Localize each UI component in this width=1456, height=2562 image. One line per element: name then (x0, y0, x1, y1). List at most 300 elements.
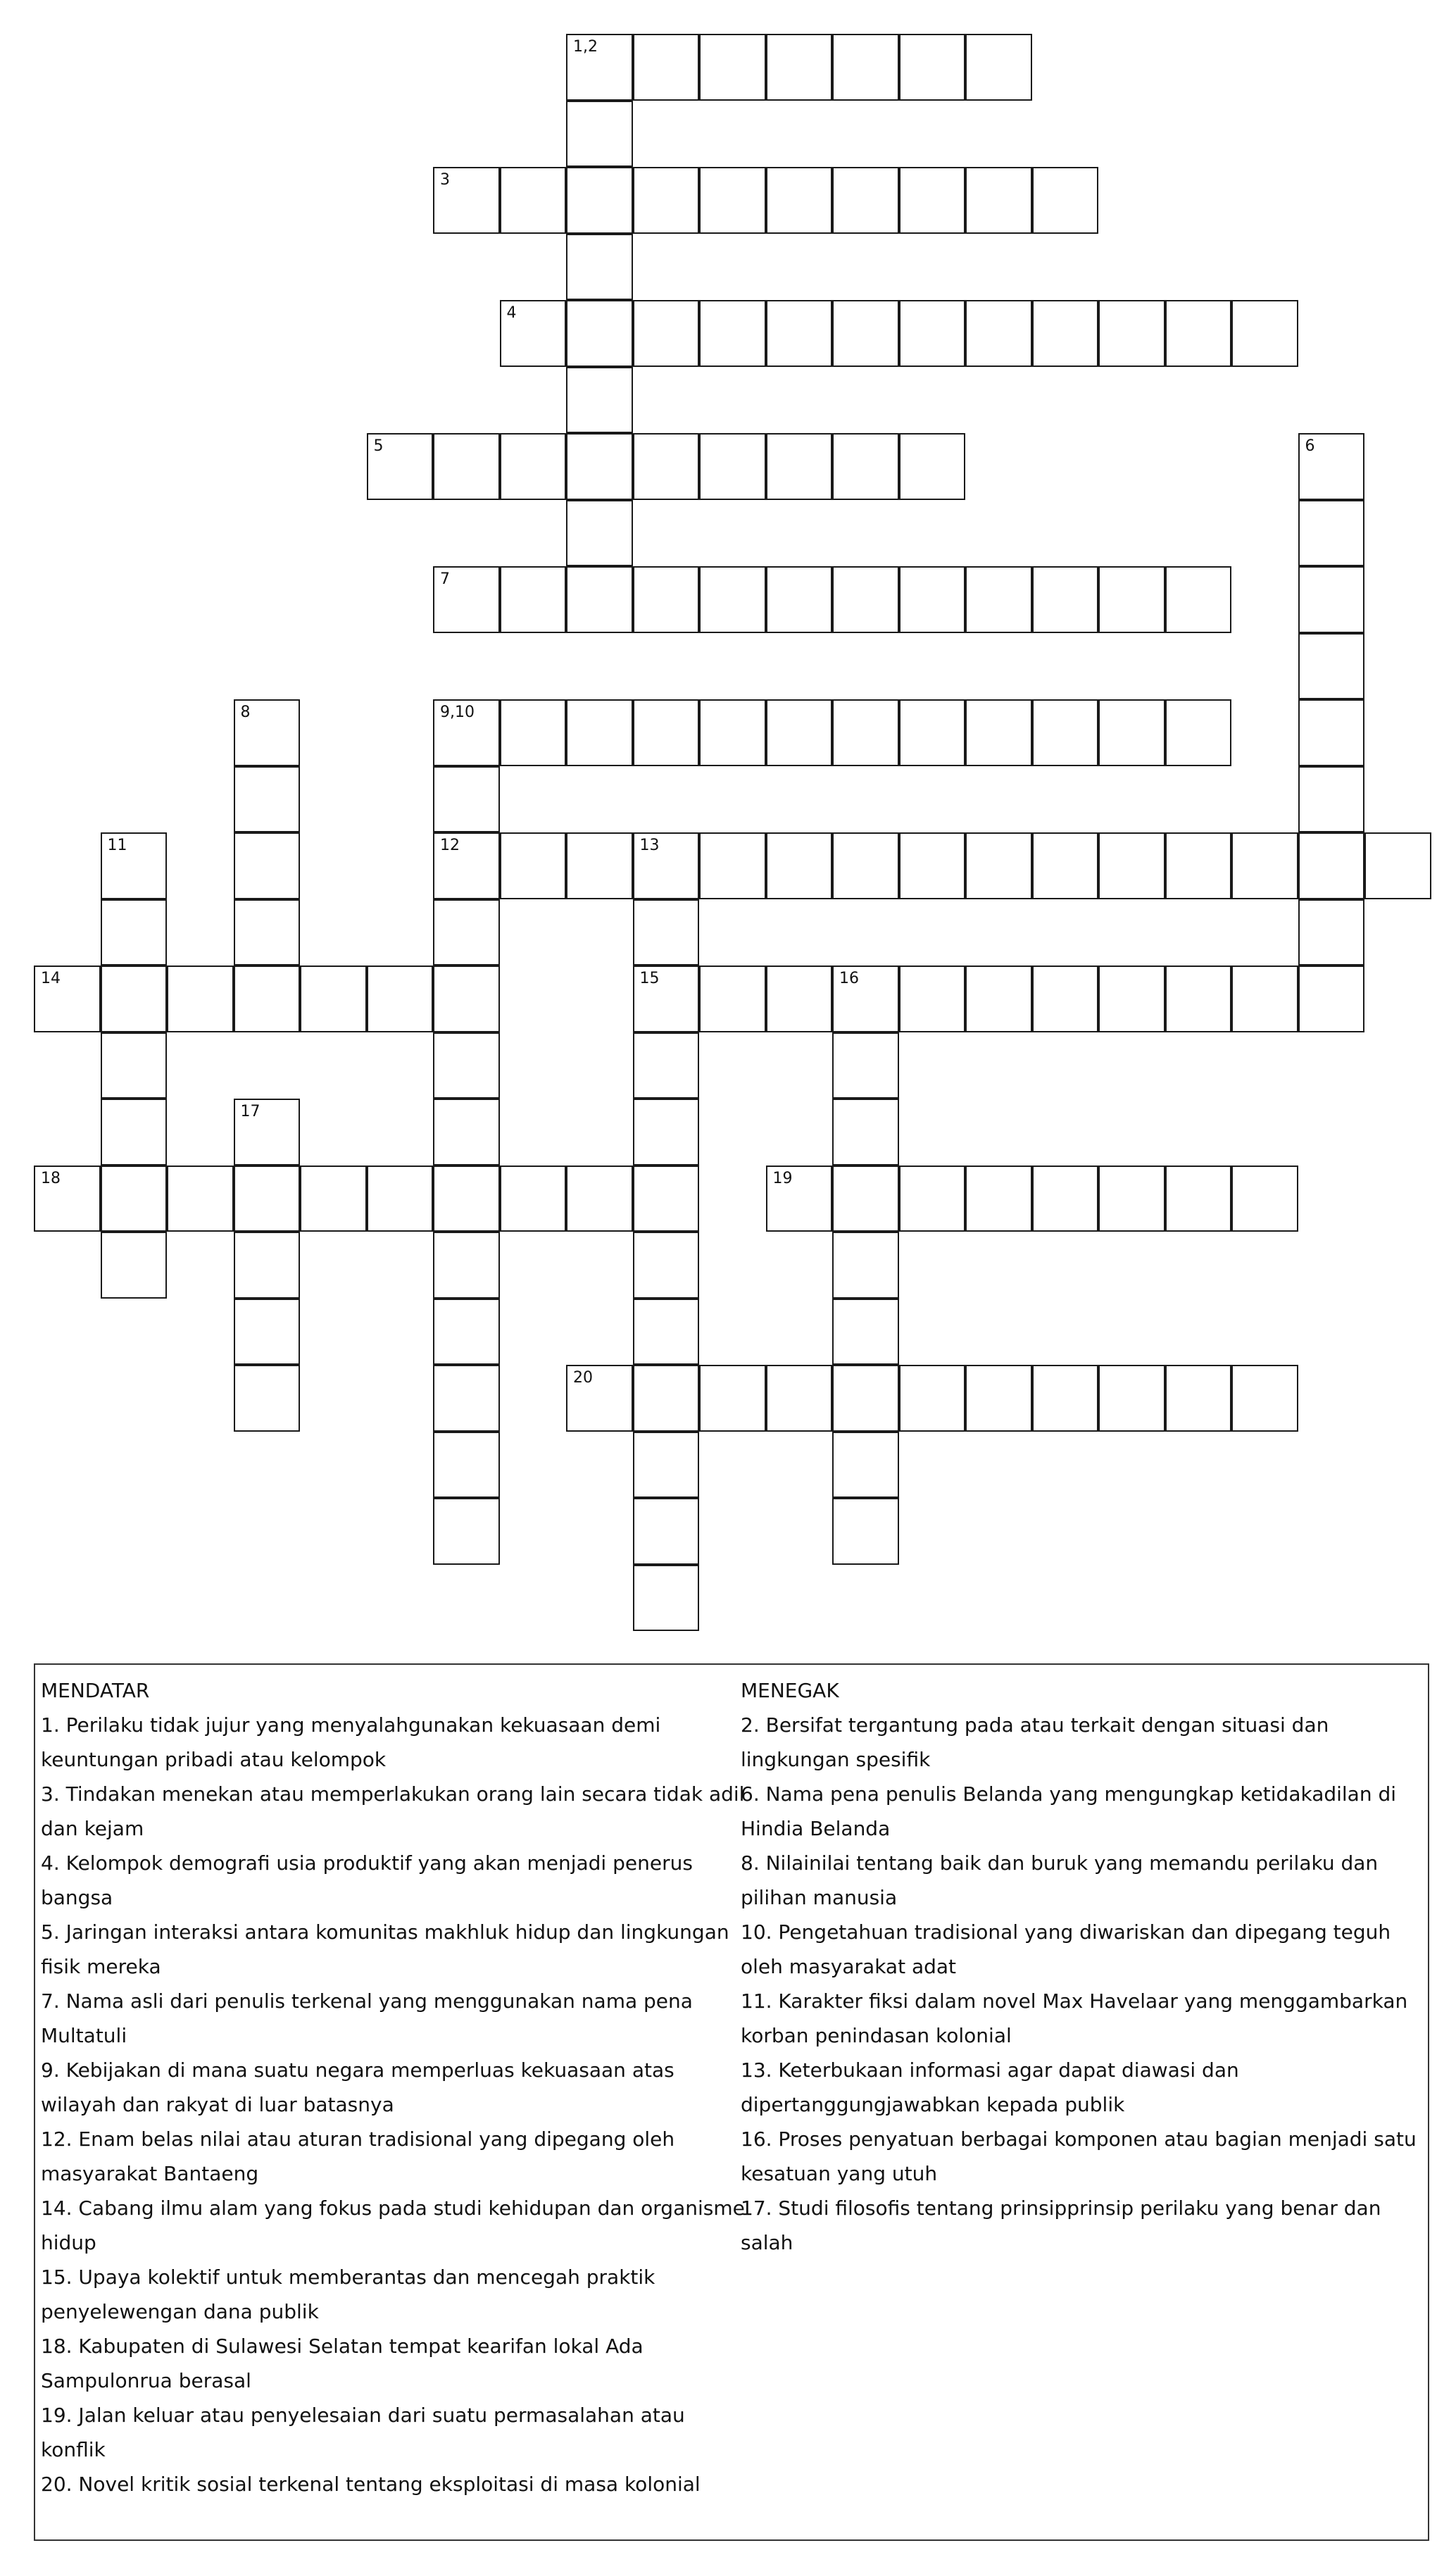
cell-letter-input[interactable] (634, 301, 698, 365)
cell-letter-input[interactable] (1100, 568, 1164, 632)
cell-letter-input[interactable] (634, 168, 698, 232)
crossword-cell[interactable] (633, 1166, 700, 1232)
crossword-cell[interactable] (633, 899, 700, 966)
cell-letter-input[interactable] (1034, 967, 1098, 1031)
cell-letter-input[interactable] (834, 834, 898, 898)
cell-letter-input[interactable] (1034, 301, 1098, 365)
crossword-cell[interactable] (433, 699, 500, 766)
crossword-cell[interactable] (433, 1099, 500, 1166)
cell-letter-input[interactable] (767, 301, 831, 365)
crossword-cell[interactable] (566, 367, 633, 434)
cell-letter-input[interactable] (434, 834, 498, 898)
crossword-cell[interactable] (965, 1166, 1032, 1232)
cell-letter-input[interactable] (501, 435, 565, 499)
cell-letter-input[interactable] (567, 501, 632, 565)
cell-letter-input[interactable] (701, 35, 765, 99)
cell-letter-input[interactable] (1233, 834, 1297, 898)
cell-letter-input[interactable] (900, 834, 965, 898)
crossword-cell[interactable] (433, 1299, 500, 1366)
cell-letter-input[interactable] (701, 168, 765, 232)
crossword-cell[interactable] (699, 566, 766, 633)
crossword-cell[interactable] (433, 1232, 500, 1299)
crossword-cell[interactable] (1231, 832, 1298, 899)
crossword-cell[interactable] (832, 1299, 899, 1366)
cell-letter-input[interactable] (434, 1433, 498, 1497)
cell-letter-input[interactable] (35, 967, 99, 1031)
crossword-cell[interactable] (566, 234, 633, 301)
crossword-cell[interactable] (566, 167, 633, 234)
cell-letter-input[interactable] (834, 1366, 898, 1430)
cell-letter-input[interactable] (634, 1233, 698, 1297)
crossword-cell[interactable] (1032, 832, 1099, 899)
cell-letter-input[interactable] (102, 1233, 166, 1297)
cell-letter-input[interactable] (567, 1167, 632, 1231)
crossword-cell[interactable] (766, 566, 833, 633)
cell-letter-input[interactable] (1034, 1167, 1098, 1231)
cell-letter-input[interactable] (834, 1167, 898, 1231)
cell-letter-input[interactable] (1233, 301, 1297, 365)
cell-letter-input[interactable] (967, 1167, 1031, 1231)
crossword-cell[interactable] (1032, 300, 1099, 367)
cell-letter-input[interactable] (1300, 568, 1364, 632)
crossword-cell[interactable] (832, 34, 899, 101)
cell-letter-input[interactable] (834, 435, 898, 499)
cell-letter-input[interactable] (235, 1167, 299, 1231)
cell-letter-input[interactable] (1167, 1366, 1231, 1430)
cell-letter-input[interactable] (102, 1034, 166, 1098)
crossword-cell[interactable] (234, 1099, 301, 1166)
crossword-cell[interactable] (433, 167, 500, 234)
cell-letter-input[interactable] (434, 1100, 498, 1164)
crossword-cell[interactable] (300, 1166, 367, 1232)
crossword-cell[interactable] (766, 1166, 833, 1232)
crossword-cell[interactable] (899, 433, 966, 500)
crossword-cell[interactable] (766, 966, 833, 1032)
crossword-cell[interactable] (101, 1232, 168, 1299)
crossword-cell[interactable] (566, 832, 633, 899)
cell-letter-input[interactable] (567, 102, 632, 166)
crossword-cell[interactable] (899, 832, 966, 899)
cell-letter-input[interactable] (834, 35, 898, 99)
cell-letter-input[interactable] (1167, 967, 1231, 1031)
cell-letter-input[interactable] (434, 435, 498, 499)
cell-letter-input[interactable] (434, 768, 498, 832)
cell-letter-input[interactable] (567, 1366, 632, 1430)
crossword-cell[interactable] (633, 1365, 700, 1432)
crossword-cell[interactable] (433, 1432, 500, 1499)
cell-letter-input[interactable] (1100, 301, 1164, 365)
cell-letter-input[interactable] (900, 435, 965, 499)
crossword-cell[interactable] (633, 1432, 700, 1499)
crossword-cell[interactable] (433, 433, 500, 500)
cell-letter-input[interactable] (967, 1366, 1031, 1430)
crossword-cell[interactable] (34, 1166, 101, 1232)
cell-letter-input[interactable] (834, 1300, 898, 1364)
cell-letter-input[interactable] (767, 1366, 831, 1430)
crossword-cell[interactable] (101, 1032, 168, 1099)
crossword-cell[interactable] (832, 966, 899, 1032)
crossword-cell[interactable] (1098, 566, 1165, 633)
cell-letter-input[interactable] (301, 1167, 365, 1231)
cell-letter-input[interactable] (1100, 1366, 1164, 1430)
cell-letter-input[interactable] (1034, 168, 1098, 232)
crossword-cell[interactable] (101, 1166, 168, 1232)
cell-letter-input[interactable] (102, 967, 166, 1031)
cell-letter-input[interactable] (434, 701, 498, 765)
crossword-cell[interactable] (832, 832, 899, 899)
crossword-cell[interactable] (699, 300, 766, 367)
crossword-cell[interactable] (1098, 1365, 1165, 1432)
cell-letter-input[interactable] (967, 301, 1031, 365)
cell-letter-input[interactable] (501, 1167, 565, 1231)
crossword-cell[interactable] (633, 1498, 700, 1565)
crossword-cell[interactable] (1298, 899, 1365, 966)
cell-letter-input[interactable] (900, 168, 965, 232)
crossword-cell[interactable] (167, 1166, 234, 1232)
cell-letter-input[interactable] (501, 301, 565, 365)
cell-letter-input[interactable] (434, 1233, 498, 1297)
cell-letter-input[interactable] (235, 1100, 299, 1164)
cell-letter-input[interactable] (235, 1300, 299, 1364)
cell-letter-input[interactable] (301, 967, 365, 1031)
cell-letter-input[interactable] (1100, 1167, 1164, 1231)
crossword-cell[interactable] (500, 832, 567, 899)
crossword-cell[interactable] (566, 34, 633, 101)
cell-letter-input[interactable] (834, 1100, 898, 1164)
cell-letter-input[interactable] (967, 35, 1031, 99)
crossword-cell[interactable] (566, 101, 633, 168)
crossword-cell[interactable] (566, 566, 633, 633)
crossword-cell[interactable] (1165, 1166, 1232, 1232)
crossword-cell[interactable] (101, 966, 168, 1032)
crossword-cell[interactable] (899, 34, 966, 101)
cell-letter-input[interactable] (967, 967, 1031, 1031)
cell-letter-input[interactable] (1167, 1167, 1231, 1231)
cell-letter-input[interactable] (701, 301, 765, 365)
crossword-cell[interactable] (367, 433, 434, 500)
crossword-cell[interactable] (566, 433, 633, 500)
crossword-cell[interactable] (1231, 966, 1298, 1032)
crossword-cell[interactable] (433, 1365, 500, 1432)
cell-letter-input[interactable] (900, 1167, 965, 1231)
crossword-cell[interactable] (1098, 1166, 1165, 1232)
crossword-cell[interactable] (899, 1365, 966, 1432)
crossword-cell[interactable] (633, 300, 700, 367)
cell-letter-input[interactable] (102, 901, 166, 965)
cell-letter-input[interactable] (102, 1100, 166, 1164)
crossword-cell[interactable] (234, 899, 301, 966)
crossword-cell[interactable] (899, 566, 966, 633)
crossword-cell[interactable] (1032, 1365, 1099, 1432)
crossword-cell[interactable] (167, 966, 234, 1032)
cell-letter-input[interactable] (834, 1499, 898, 1563)
cell-letter-input[interactable] (102, 1167, 166, 1231)
cell-letter-input[interactable] (967, 834, 1031, 898)
cell-letter-input[interactable] (235, 967, 299, 1031)
cell-letter-input[interactable] (634, 568, 698, 632)
crossword-cell[interactable] (1298, 966, 1365, 1032)
cell-letter-input[interactable] (567, 35, 632, 99)
crossword-cell[interactable] (1165, 966, 1232, 1032)
crossword-cell[interactable] (1032, 1166, 1099, 1232)
crossword-cell[interactable] (566, 1365, 633, 1432)
cell-letter-input[interactable] (1167, 701, 1231, 765)
cell-letter-input[interactable] (1233, 1366, 1297, 1430)
crossword-cell[interactable] (234, 1365, 301, 1432)
crossword-cell[interactable] (633, 1299, 700, 1366)
crossword-cell[interactable] (633, 699, 700, 766)
crossword-cell[interactable] (234, 1299, 301, 1366)
cell-letter-input[interactable] (567, 568, 632, 632)
crossword-cell[interactable] (766, 1365, 833, 1432)
cell-letter-input[interactable] (634, 701, 698, 765)
crossword-cell[interactable] (699, 167, 766, 234)
crossword-cell[interactable] (433, 1498, 500, 1565)
crossword-cell[interactable] (899, 300, 966, 367)
crossword-cell[interactable] (566, 300, 633, 367)
crossword-cell[interactable] (965, 832, 1032, 899)
cell-letter-input[interactable] (1034, 1366, 1098, 1430)
crossword-cell[interactable] (832, 1365, 899, 1432)
cell-letter-input[interactable] (834, 967, 898, 1031)
cell-letter-input[interactable] (501, 568, 565, 632)
crossword-cell[interactable] (500, 167, 567, 234)
cell-letter-input[interactable] (1300, 967, 1364, 1031)
cell-letter-input[interactable] (35, 1167, 99, 1231)
cell-letter-input[interactable] (1034, 701, 1098, 765)
cell-letter-input[interactable] (634, 1433, 698, 1497)
crossword-cell[interactable] (633, 966, 700, 1032)
crossword-cell[interactable] (965, 300, 1032, 367)
crossword-cell[interactable] (832, 566, 899, 633)
crossword-cell[interactable] (965, 34, 1032, 101)
crossword-cell[interactable] (899, 966, 966, 1032)
crossword-cell[interactable] (433, 966, 500, 1032)
cell-letter-input[interactable] (434, 168, 498, 232)
cell-letter-input[interactable] (1233, 967, 1297, 1031)
crossword-cell[interactable] (832, 1032, 899, 1099)
cell-letter-input[interactable] (634, 1300, 698, 1364)
cell-letter-input[interactable] (767, 1167, 831, 1231)
cell-letter-input[interactable] (1034, 568, 1098, 632)
cell-letter-input[interactable] (900, 568, 965, 632)
cell-letter-input[interactable] (1100, 701, 1164, 765)
crossword-cell[interactable] (500, 699, 567, 766)
crossword-cell[interactable] (699, 34, 766, 101)
cell-letter-input[interactable] (235, 701, 299, 765)
cell-letter-input[interactable] (900, 35, 965, 99)
cell-letter-input[interactable] (900, 301, 965, 365)
crossword-cell[interactable] (234, 832, 301, 899)
crossword-cell[interactable] (433, 832, 500, 899)
cell-letter-input[interactable] (834, 301, 898, 365)
crossword-cell[interactable] (500, 300, 567, 367)
crossword-cell[interactable] (300, 966, 367, 1032)
crossword-cell[interactable] (633, 1565, 700, 1632)
cell-letter-input[interactable] (1034, 834, 1098, 898)
cell-letter-input[interactable] (1300, 901, 1364, 965)
crossword-cell[interactable] (832, 300, 899, 367)
cell-letter-input[interactable] (767, 701, 831, 765)
crossword-cell[interactable] (1231, 1166, 1298, 1232)
cell-letter-input[interactable] (501, 834, 565, 898)
cell-letter-input[interactable] (1100, 834, 1164, 898)
crossword-cell[interactable] (633, 167, 700, 234)
cell-letter-input[interactable] (634, 1366, 698, 1430)
cell-letter-input[interactable] (967, 568, 1031, 632)
cell-letter-input[interactable] (834, 168, 898, 232)
cell-letter-input[interactable] (834, 1034, 898, 1098)
crossword-cell[interactable] (1032, 167, 1099, 234)
crossword-cell[interactable] (433, 899, 500, 966)
crossword-cell[interactable] (500, 1166, 567, 1232)
cell-letter-input[interactable] (767, 967, 831, 1031)
crossword-cell[interactable] (1098, 966, 1165, 1032)
crossword-cell[interactable] (766, 433, 833, 500)
crossword-cell[interactable] (832, 1498, 899, 1565)
cell-letter-input[interactable] (434, 568, 498, 632)
crossword-cell[interactable] (234, 966, 301, 1032)
crossword-cell[interactable] (766, 300, 833, 367)
crossword-cell[interactable] (1298, 500, 1365, 567)
crossword-cell[interactable] (699, 966, 766, 1032)
cell-letter-input[interactable] (168, 967, 232, 1031)
cell-letter-input[interactable] (1167, 834, 1231, 898)
cell-letter-input[interactable] (235, 768, 299, 832)
cell-letter-input[interactable] (900, 701, 965, 765)
crossword-cell[interactable] (433, 566, 500, 633)
cell-letter-input[interactable] (1300, 834, 1364, 898)
cell-letter-input[interactable] (368, 967, 432, 1031)
crossword-cell[interactable] (500, 433, 567, 500)
cell-letter-input[interactable] (434, 1034, 498, 1098)
crossword-cell[interactable] (1298, 433, 1365, 500)
crossword-cell[interactable] (1032, 566, 1099, 633)
crossword-cell[interactable] (832, 1166, 899, 1232)
crossword-cell[interactable] (234, 766, 301, 833)
cell-letter-input[interactable] (434, 1167, 498, 1231)
cell-letter-input[interactable] (1167, 301, 1231, 365)
crossword-cell[interactable] (965, 167, 1032, 234)
cell-letter-input[interactable] (567, 301, 632, 365)
crossword-cell[interactable] (234, 699, 301, 766)
cell-letter-input[interactable] (967, 168, 1031, 232)
crossword-cell[interactable] (1298, 766, 1365, 833)
cell-letter-input[interactable] (567, 435, 632, 499)
crossword-cell[interactable] (899, 167, 966, 234)
crossword-cell[interactable] (566, 500, 633, 567)
crossword-cell[interactable] (633, 1099, 700, 1166)
cell-letter-input[interactable] (1300, 701, 1364, 765)
cell-letter-input[interactable] (434, 901, 498, 965)
cell-letter-input[interactable] (834, 1433, 898, 1497)
cell-letter-input[interactable] (900, 1366, 965, 1430)
crossword-cell[interactable] (965, 699, 1032, 766)
crossword-cell[interactable] (633, 1232, 700, 1299)
cell-letter-input[interactable] (634, 1100, 698, 1164)
cell-letter-input[interactable] (567, 168, 632, 232)
crossword-cell[interactable] (1298, 633, 1365, 700)
cell-letter-input[interactable] (434, 967, 498, 1031)
crossword-cell[interactable] (234, 1232, 301, 1299)
cell-letter-input[interactable] (168, 1167, 232, 1231)
crossword-cell[interactable] (433, 1032, 500, 1099)
cell-letter-input[interactable] (1300, 501, 1364, 565)
cell-letter-input[interactable] (1233, 1167, 1297, 1231)
crossword-cell[interactable] (234, 1166, 301, 1232)
cell-letter-input[interactable] (634, 901, 698, 965)
crossword-cell[interactable] (1298, 566, 1365, 633)
crossword-cell[interactable] (367, 1166, 434, 1232)
cell-letter-input[interactable] (1100, 967, 1164, 1031)
cell-letter-input[interactable] (235, 834, 299, 898)
crossword-cell[interactable] (433, 1166, 500, 1232)
crossword-cell[interactable] (699, 1365, 766, 1432)
cell-letter-input[interactable] (567, 235, 632, 299)
cell-letter-input[interactable] (235, 901, 299, 965)
crossword-cell[interactable] (766, 832, 833, 899)
cell-letter-input[interactable] (434, 1499, 498, 1563)
crossword-cell[interactable] (1098, 699, 1165, 766)
cell-letter-input[interactable] (767, 568, 831, 632)
crossword-cell[interactable] (633, 1032, 700, 1099)
cell-letter-input[interactable] (634, 1566, 698, 1630)
crossword-cell[interactable] (1231, 300, 1298, 367)
crossword-cell[interactable] (1231, 1365, 1298, 1432)
cell-letter-input[interactable] (701, 701, 765, 765)
crossword-cell[interactable] (766, 167, 833, 234)
cell-letter-input[interactable] (567, 701, 632, 765)
cell-letter-input[interactable] (235, 1366, 299, 1430)
crossword-cell[interactable] (899, 1166, 966, 1232)
crossword-cell[interactable] (1298, 832, 1365, 899)
cell-letter-input[interactable] (368, 1167, 432, 1231)
crossword-cell[interactable] (566, 699, 633, 766)
crossword-cell[interactable] (101, 1099, 168, 1166)
cell-letter-input[interactable] (1167, 568, 1231, 632)
cell-letter-input[interactable] (701, 568, 765, 632)
cell-letter-input[interactable] (767, 168, 831, 232)
cell-letter-input[interactable] (701, 435, 765, 499)
crossword-cell[interactable] (766, 699, 833, 766)
crossword-cell[interactable] (101, 832, 168, 899)
cell-letter-input[interactable] (567, 834, 632, 898)
cell-letter-input[interactable] (102, 834, 166, 898)
cell-letter-input[interactable] (701, 834, 765, 898)
crossword-cell[interactable] (965, 566, 1032, 633)
crossword-cell[interactable] (633, 832, 700, 899)
cell-letter-input[interactable] (368, 435, 432, 499)
crossword-cell[interactable] (832, 167, 899, 234)
crossword-cell[interactable] (832, 1232, 899, 1299)
crossword-cell[interactable] (1165, 1365, 1232, 1432)
crossword-cell[interactable] (1165, 566, 1232, 633)
crossword-cell[interactable] (1032, 966, 1099, 1032)
crossword-cell[interactable] (433, 766, 500, 833)
crossword-cell[interactable] (899, 699, 966, 766)
cell-letter-input[interactable] (1300, 435, 1364, 499)
cell-letter-input[interactable] (634, 1499, 698, 1563)
crossword-cell[interactable] (34, 966, 101, 1032)
crossword-cell[interactable] (699, 699, 766, 766)
crossword-cell[interactable] (832, 1099, 899, 1166)
crossword-cell[interactable] (566, 1166, 633, 1232)
cell-letter-input[interactable] (501, 701, 565, 765)
crossword-cell[interactable] (832, 1432, 899, 1499)
crossword-cell[interactable] (766, 34, 833, 101)
crossword-cell[interactable] (500, 566, 567, 633)
crossword-cell[interactable] (832, 699, 899, 766)
